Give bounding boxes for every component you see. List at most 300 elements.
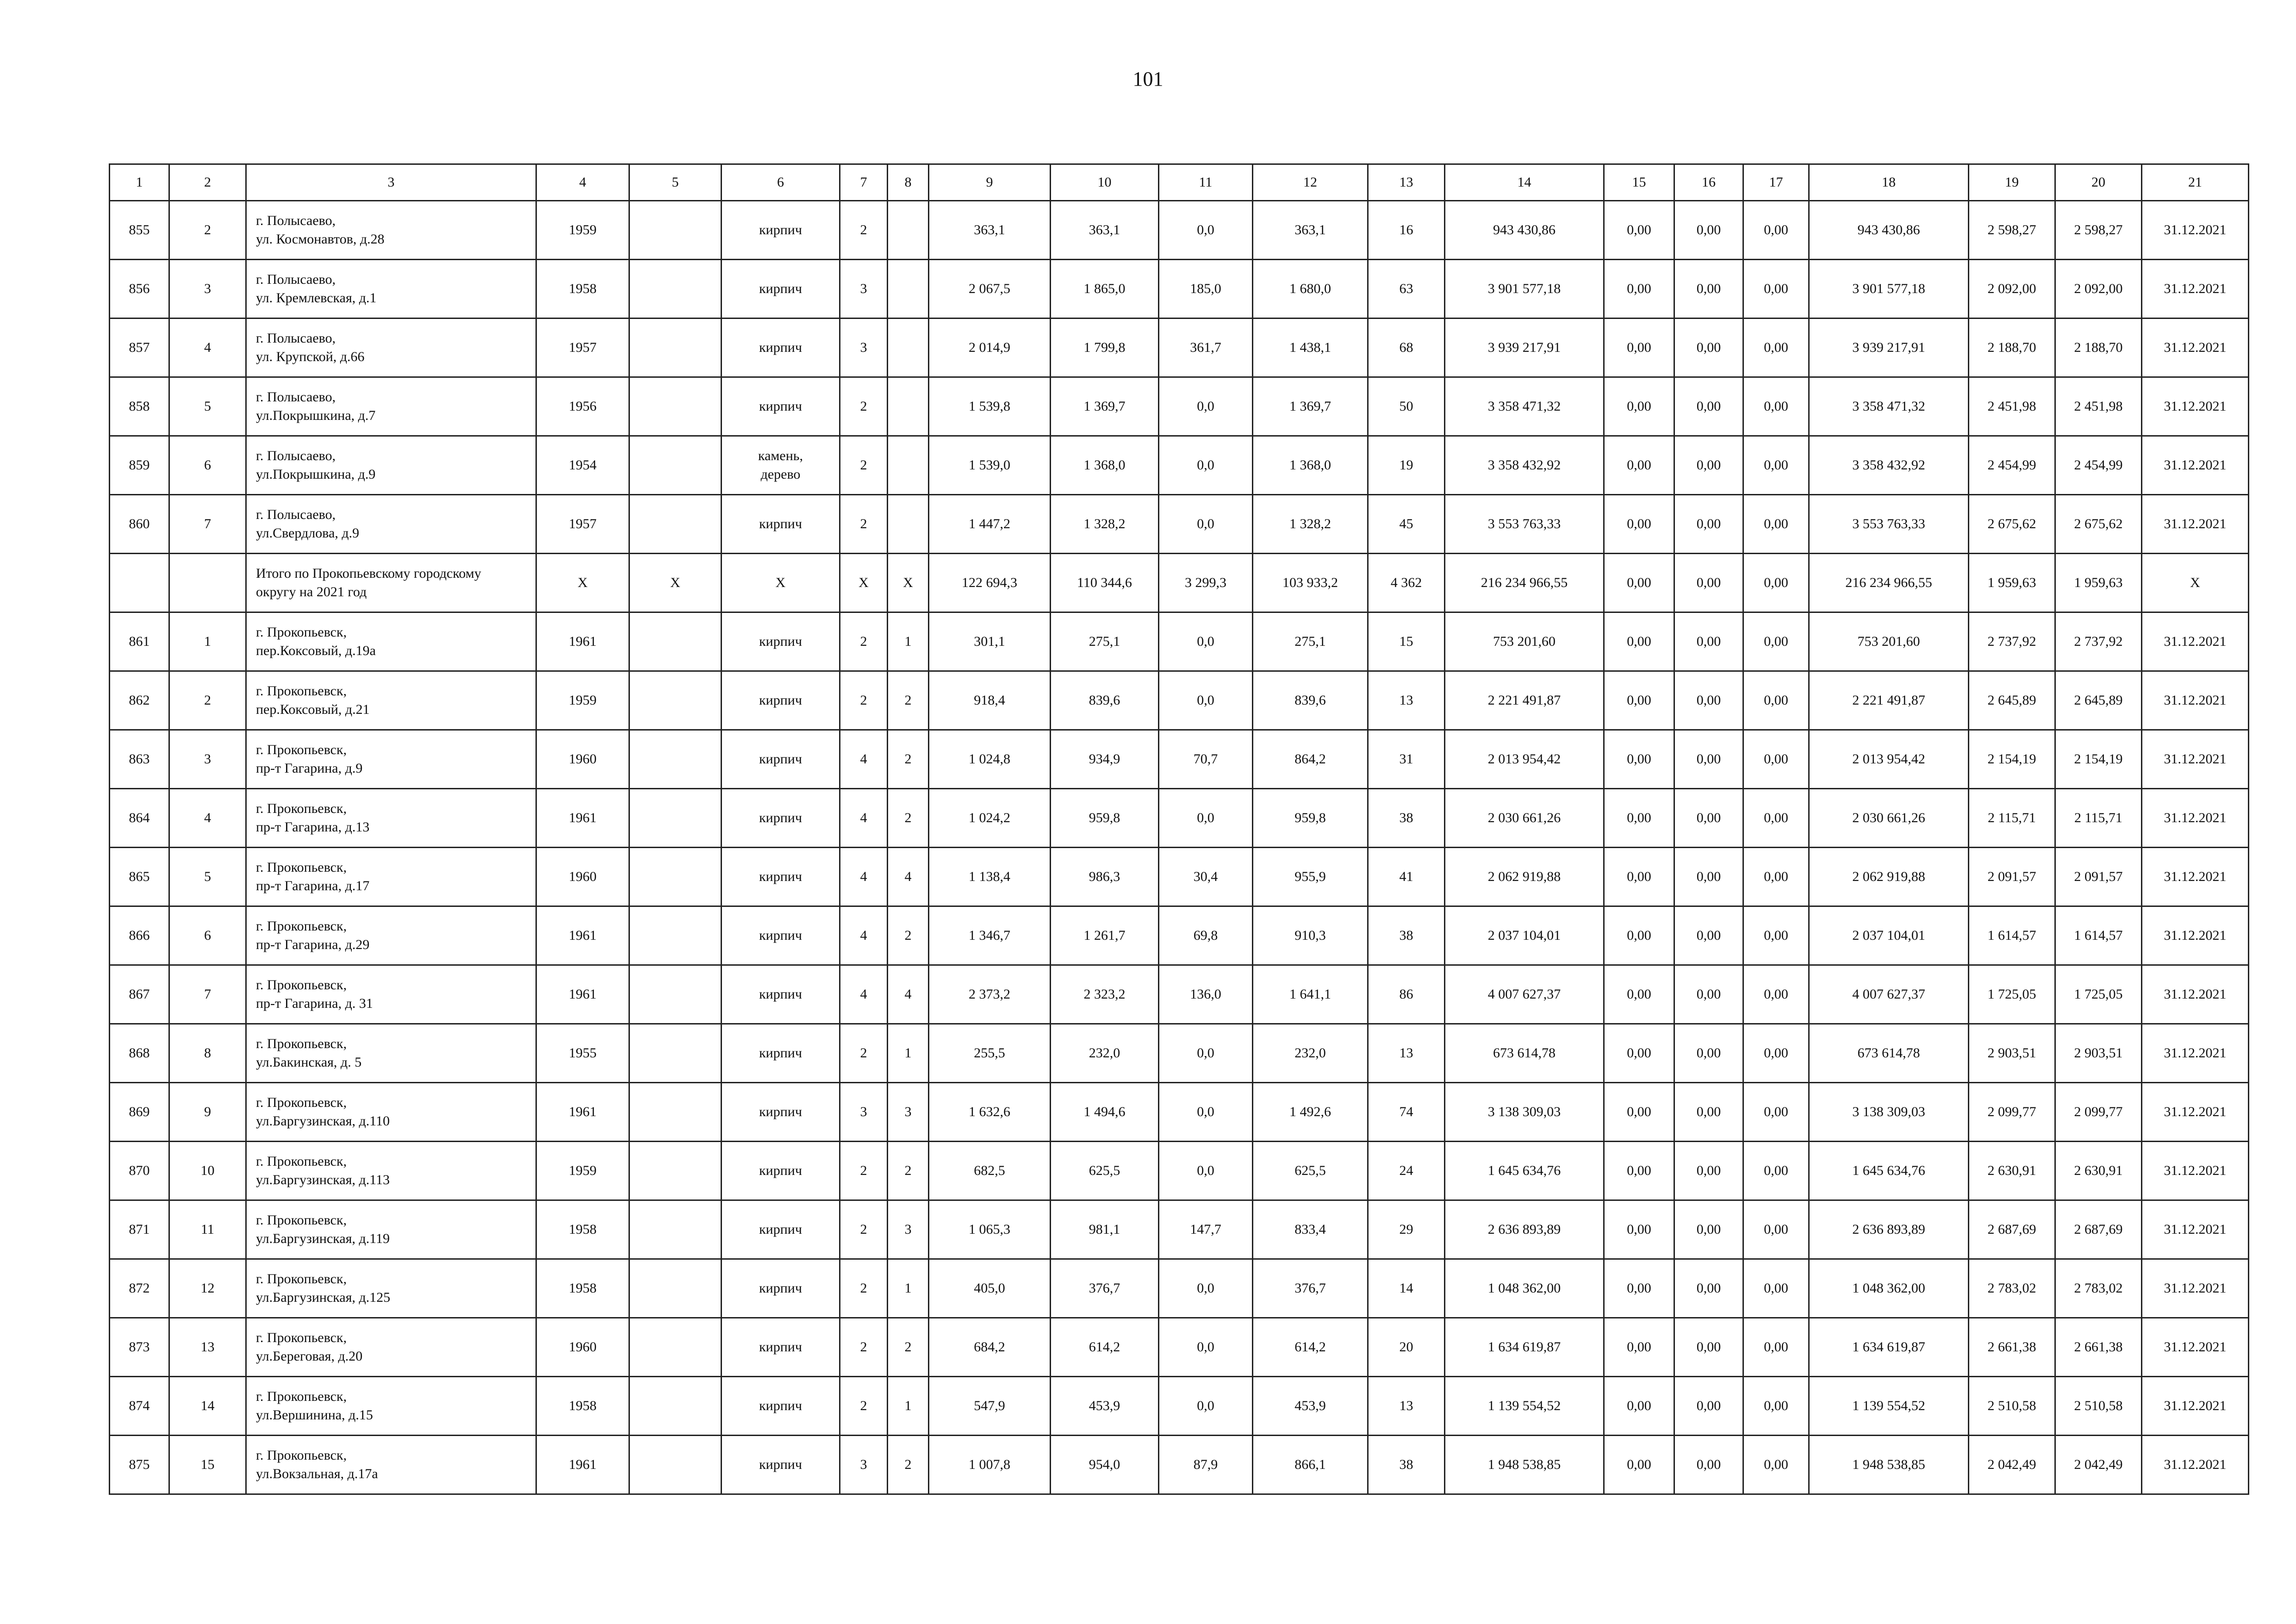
cell-col-12: 955,9 — [1253, 848, 1368, 906]
cell-col-5 — [629, 848, 722, 906]
table-row — [110, 965, 2249, 1024]
cell-col-18: 1 948 538,85 — [1809, 1436, 1969, 1494]
address-line-2: ул.Баргузинская, д.110 — [256, 1113, 390, 1129]
cell-col-18: 673 614,78 — [1809, 1024, 1969, 1083]
address-cell — [246, 671, 536, 730]
cell-col-7: 4 — [840, 848, 888, 906]
cell-col-1: 875 — [110, 1436, 169, 1494]
cell-col-14: 216 234 966,55 — [1445, 554, 1604, 612]
cell-col-8: 4 — [888, 965, 929, 1024]
cell-col-13: 13 — [1368, 1377, 1445, 1436]
cell-col-11: 185,0 — [1159, 260, 1253, 319]
cell-col-15: 0,00 — [1604, 201, 1674, 260]
cell-col-5 — [629, 377, 722, 436]
cell-col-4: 1961 — [536, 906, 629, 965]
cell-col-13: 38 — [1368, 789, 1445, 848]
cell-col-18: 216 234 966,55 — [1809, 554, 1969, 612]
cell-col-7: 3 — [840, 1436, 888, 1494]
cell-col-12: 376,7 — [1253, 1259, 1368, 1318]
cell-col-21: 31.12.2021 — [2142, 1200, 2249, 1259]
cell-col-5 — [629, 671, 722, 730]
address-line-1: г. Прокопьевск, — [256, 1154, 347, 1169]
cell-col-10: 1 799,8 — [1051, 319, 1159, 377]
cell-col-4: 1961 — [536, 965, 629, 1024]
wall-material-text: камень, — [758, 448, 803, 463]
wall-material-cell — [722, 436, 840, 495]
cell-col-8: 2 — [888, 906, 929, 965]
column-header: 5 — [629, 164, 722, 201]
cell-col-2 — [169, 554, 246, 612]
cell-col-20: 2 451,98 — [2055, 377, 2142, 436]
cell-col-19: 2 115,71 — [1969, 789, 2055, 848]
cell-col-17: 0,00 — [1743, 848, 1809, 906]
cell-col-19: 2 661,38 — [1969, 1318, 2055, 1377]
cell-col-15: 0,00 — [1604, 1377, 1674, 1436]
cell-col-4: 1960 — [536, 1318, 629, 1377]
cell-col-20: 2 687,69 — [2055, 1200, 2142, 1259]
cell-col-9: 1 007,8 — [929, 1436, 1051, 1494]
wall-material-cell — [722, 1377, 840, 1436]
cell-col-12: 1 492,6 — [1253, 1083, 1368, 1142]
cell-col-18: 3 358 432,92 — [1809, 436, 1969, 495]
table-row — [110, 612, 2249, 671]
cell-col-13: 74 — [1368, 1083, 1445, 1142]
wall-material-text: кирпич — [759, 1339, 802, 1355]
address-cell — [246, 377, 536, 436]
cell-col-1: 867 — [110, 965, 169, 1024]
cell-col-9: 2 373,2 — [929, 965, 1051, 1024]
address-line-2: пр-т Гагарина, д. 31 — [256, 996, 373, 1011]
cell-col-20: 2 783,02 — [2055, 1259, 2142, 1318]
table-row — [110, 319, 2249, 377]
cell-col-11: 0,0 — [1159, 436, 1253, 495]
cell-col-18: 753 201,60 — [1809, 612, 1969, 671]
cell-col-8: 2 — [888, 1436, 929, 1494]
cell-col-14: 2 636 893,89 — [1445, 1200, 1604, 1259]
address-line-2: пер.Коксовый, д.21 — [256, 702, 370, 717]
cell-col-12: 614,2 — [1253, 1318, 1368, 1377]
cell-col-15: 0,00 — [1604, 260, 1674, 319]
table-row — [110, 1318, 2249, 1377]
cell-col-17: 0,00 — [1743, 1142, 1809, 1200]
wall-material-text: кирпич — [759, 281, 802, 296]
cell-col-9: 1 024,2 — [929, 789, 1051, 848]
cell-col-10: 981,1 — [1051, 1200, 1159, 1259]
cell-col-7: 4 — [840, 906, 888, 965]
table-row — [110, 906, 2249, 965]
table-row — [110, 848, 2249, 906]
wall-material-cell — [722, 1436, 840, 1494]
cell-col-8: 4 — [888, 848, 929, 906]
cell-col-16: 0,00 — [1674, 1200, 1743, 1259]
address-cell — [246, 789, 536, 848]
cell-col-19: 2 099,77 — [1969, 1083, 2055, 1142]
cell-col-13: 45 — [1368, 495, 1445, 554]
cell-col-21: 31.12.2021 — [2142, 906, 2249, 965]
cell-col-1: 856 — [110, 260, 169, 319]
column-header: 9 — [929, 164, 1051, 201]
address-line-1: г. Прокопьевск, — [256, 625, 347, 640]
cell-col-20: 1 725,05 — [2055, 965, 2142, 1024]
column-header: 2 — [169, 164, 246, 201]
cell-col-8: 2 — [888, 671, 929, 730]
cell-col-19: 2 092,00 — [1969, 260, 2055, 319]
column-header: 15 — [1604, 164, 1674, 201]
cell-col-15: 0,00 — [1604, 671, 1674, 730]
wall-material-text: кирпич — [759, 1457, 802, 1472]
cell-col-16: 0,00 — [1674, 1024, 1743, 1083]
cell-col-12: 864,2 — [1253, 730, 1368, 789]
column-header: 8 — [888, 164, 929, 201]
cell-col-20: 2 042,49 — [2055, 1436, 2142, 1494]
cell-col-5 — [629, 260, 722, 319]
wall-material-text: кирпич — [759, 1163, 802, 1178]
column-header: 17 — [1743, 164, 1809, 201]
address-cell — [246, 495, 536, 554]
cell-col-15: 0,00 — [1604, 1200, 1674, 1259]
cell-col-12: 833,4 — [1253, 1200, 1368, 1259]
cell-col-10: 934,9 — [1051, 730, 1159, 789]
cell-col-12: 453,9 — [1253, 1377, 1368, 1436]
cell-col-1: 869 — [110, 1083, 169, 1142]
cell-col-16: 0,00 — [1674, 730, 1743, 789]
column-header: 11 — [1159, 164, 1253, 201]
cell-col-14: 673 614,78 — [1445, 1024, 1604, 1083]
cell-col-4: 1958 — [536, 1377, 629, 1436]
cell-col-16: 0,00 — [1674, 377, 1743, 436]
address-cell — [246, 848, 536, 906]
cell-col-19: 2 451,98 — [1969, 377, 2055, 436]
cell-col-5 — [629, 1259, 722, 1318]
address-line-1: г. Полысаево, — [256, 331, 336, 346]
cell-col-8: 3 — [888, 1200, 929, 1259]
cell-col-14: 3 138 309,03 — [1445, 1083, 1604, 1142]
cell-col-16: 0,00 — [1674, 1083, 1743, 1142]
table-row — [110, 1024, 2249, 1083]
cell-col-13: 41 — [1368, 848, 1445, 906]
table-row — [110, 436, 2249, 495]
table-row — [110, 1083, 2249, 1142]
cell-col-15: 0,00 — [1604, 436, 1674, 495]
cell-col-17: 0,00 — [1743, 1024, 1809, 1083]
table-row — [110, 1259, 2249, 1318]
cell-col-10: 839,6 — [1051, 671, 1159, 730]
cell-col-18: 2 013 954,42 — [1809, 730, 1969, 789]
cell-col-20: 2 510,58 — [2055, 1377, 2142, 1436]
cell-col-11: 0,0 — [1159, 1377, 1253, 1436]
cell-col-9: 2 014,9 — [929, 319, 1051, 377]
address-cell — [246, 1083, 536, 1142]
cell-col-5 — [629, 612, 722, 671]
cell-col-7: 2 — [840, 201, 888, 260]
cell-col-2: 5 — [169, 377, 246, 436]
cell-col-9: 2 067,5 — [929, 260, 1051, 319]
cell-col-4: 1958 — [536, 1259, 629, 1318]
cell-col-10: 1 261,7 — [1051, 906, 1159, 965]
cell-col-18: 3 358 471,32 — [1809, 377, 1969, 436]
cell-col-9: 1 065,3 — [929, 1200, 1051, 1259]
cell-col-8 — [888, 436, 929, 495]
cell-col-4: 1959 — [536, 1142, 629, 1200]
cell-col-15: 0,00 — [1604, 1259, 1674, 1318]
cell-col-7: 3 — [840, 1083, 888, 1142]
cell-col-17: 0,00 — [1743, 1377, 1809, 1436]
cell-col-16: 0,00 — [1674, 260, 1743, 319]
cell-col-11: 0,0 — [1159, 1083, 1253, 1142]
address-line-1: г. Прокопьевск, — [256, 683, 347, 699]
cell-col-5 — [629, 1200, 722, 1259]
cell-col-21: 31.12.2021 — [2142, 965, 2249, 1024]
cell-col-13: 63 — [1368, 260, 1445, 319]
cell-col-9: 682,5 — [929, 1142, 1051, 1200]
wall-material-cell — [722, 1200, 840, 1259]
cell-col-14: 3 939 217,91 — [1445, 319, 1604, 377]
cell-col-20: 2 598,27 — [2055, 201, 2142, 260]
cell-col-1: 863 — [110, 730, 169, 789]
cell-col-8: 1 — [888, 1024, 929, 1083]
cell-col-15: 0,00 — [1604, 612, 1674, 671]
cell-col-20: 2 737,92 — [2055, 612, 2142, 671]
cell-col-12: 1 369,7 — [1253, 377, 1368, 436]
address-cell — [246, 730, 536, 789]
cell-col-17: 0,00 — [1743, 436, 1809, 495]
cell-col-8: 1 — [888, 612, 929, 671]
column-header: 18 — [1809, 164, 1969, 201]
cell-col-11: 0,0 — [1159, 612, 1253, 671]
cell-col-1: 866 — [110, 906, 169, 965]
cell-col-2: 13 — [169, 1318, 246, 1377]
cell-col-12: 103 933,2 — [1253, 554, 1368, 612]
address-line-2: ул.Баргузинская, д.119 — [256, 1231, 390, 1246]
cell-col-10: 986,3 — [1051, 848, 1159, 906]
address-line-1: г. Прокопьевск, — [256, 742, 347, 757]
cell-col-9: 1 447,2 — [929, 495, 1051, 554]
cell-col-19: 2 598,27 — [1969, 201, 2055, 260]
cell-col-20: 2 188,70 — [2055, 319, 2142, 377]
address-line-2: пр-т Гагарина, д.17 — [256, 878, 370, 893]
column-header: 20 — [2055, 164, 2142, 201]
column-header: 1 — [110, 164, 169, 201]
cell-col-19: 2 783,02 — [1969, 1259, 2055, 1318]
cell-col-10: 363,1 — [1051, 201, 1159, 260]
cell-col-21: 31.12.2021 — [2142, 377, 2249, 436]
wall-material-cell — [722, 848, 840, 906]
wall-material-cell — [722, 1318, 840, 1377]
cell-col-5 — [629, 789, 722, 848]
cell-col-4: 1961 — [536, 1083, 629, 1142]
cell-col-18: 1 048 362,00 — [1809, 1259, 1969, 1318]
cell-col-18: 1 139 554,52 — [1809, 1377, 1969, 1436]
cell-col-2: 4 — [169, 789, 246, 848]
cell-col-19: 2 454,99 — [1969, 436, 2055, 495]
cell-col-21: 31.12.2021 — [2142, 671, 2249, 730]
cell-col-14: 1 139 554,52 — [1445, 1377, 1604, 1436]
cell-col-21: 31.12.2021 — [2142, 730, 2249, 789]
column-header: 14 — [1445, 164, 1604, 201]
wall-material-cell — [722, 965, 840, 1024]
wall-material-cell — [722, 377, 840, 436]
cell-col-8: 2 — [888, 1318, 929, 1377]
cell-col-9: 405,0 — [929, 1259, 1051, 1318]
table-row — [110, 1200, 2249, 1259]
wall-material-text: кирпич — [759, 516, 802, 531]
address-line-1: г. Прокопьевск, — [256, 1448, 347, 1463]
cell-col-11: 0,0 — [1159, 1024, 1253, 1083]
wall-material-cell — [722, 260, 840, 319]
cell-col-9: 255,5 — [929, 1024, 1051, 1083]
cell-col-8: 2 — [888, 730, 929, 789]
cell-col-8: 3 — [888, 1083, 929, 1142]
cell-col-13: 15 — [1368, 612, 1445, 671]
cell-col-11: 361,7 — [1159, 319, 1253, 377]
cell-col-14: 2 030 661,26 — [1445, 789, 1604, 848]
cell-col-7: 2 — [840, 1377, 888, 1436]
table-row — [110, 1377, 2249, 1436]
address-line-1: Итого по Прокопьевскому городскому — [256, 566, 481, 581]
cell-col-2: 10 — [169, 1142, 246, 1200]
cell-col-18: 3 901 577,18 — [1809, 260, 1969, 319]
cell-col-2: 8 — [169, 1024, 246, 1083]
cell-col-4: 1957 — [536, 495, 629, 554]
cell-col-20: 2 092,00 — [2055, 260, 2142, 319]
cell-col-12: 866,1 — [1253, 1436, 1368, 1494]
cell-col-8 — [888, 319, 929, 377]
cell-col-15: 0,00 — [1604, 554, 1674, 612]
cell-col-5: Х — [629, 554, 722, 612]
address-line-2: ул.Береговая, д.20 — [256, 1349, 363, 1364]
wall-material-cell — [722, 671, 840, 730]
cell-col-17: 0,00 — [1743, 1083, 1809, 1142]
cell-col-1: 865 — [110, 848, 169, 906]
cell-col-7: 2 — [840, 612, 888, 671]
wall-material-cell — [722, 1083, 840, 1142]
cell-col-18: 1 645 634,76 — [1809, 1142, 1969, 1200]
cell-col-21: 31.12.2021 — [2142, 436, 2249, 495]
cell-col-14: 2 037 104,01 — [1445, 906, 1604, 965]
cell-col-15: 0,00 — [1604, 906, 1674, 965]
cell-col-18: 2 030 661,26 — [1809, 789, 1969, 848]
cell-col-7: 2 — [840, 1200, 888, 1259]
cell-col-8: 2 — [888, 1142, 929, 1200]
cell-col-20: 2 154,19 — [2055, 730, 2142, 789]
cell-col-18: 4 007 627,37 — [1809, 965, 1969, 1024]
cell-col-19: 2 903,51 — [1969, 1024, 2055, 1083]
table-row — [110, 377, 2249, 436]
cell-col-9: 363,1 — [929, 201, 1051, 260]
cell-col-14: 2 221 491,87 — [1445, 671, 1604, 730]
column-header: 3 — [246, 164, 536, 201]
cell-col-2: 1 — [169, 612, 246, 671]
wall-material-text: кирпич — [759, 1280, 802, 1296]
cell-col-2: 2 — [169, 671, 246, 730]
cell-col-11: 87,9 — [1159, 1436, 1253, 1494]
cell-col-1: 871 — [110, 1200, 169, 1259]
cell-col-13: 14 — [1368, 1259, 1445, 1318]
cell-col-18: 1 634 619,87 — [1809, 1318, 1969, 1377]
address-line-2: ул.Вершинина, д.15 — [256, 1407, 373, 1423]
cell-col-13: 38 — [1368, 1436, 1445, 1494]
wall-material-text: кирпич — [759, 1045, 802, 1061]
cell-col-16: 0,00 — [1674, 612, 1743, 671]
cell-col-4: 1961 — [536, 612, 629, 671]
cell-col-12: 1 438,1 — [1253, 319, 1368, 377]
cell-col-2: 4 — [169, 319, 246, 377]
cell-col-9: 1 539,0 — [929, 436, 1051, 495]
table-row — [110, 671, 2249, 730]
cell-col-10: 453,9 — [1051, 1377, 1159, 1436]
cell-col-5 — [629, 1142, 722, 1200]
wall-material-text: кирпич — [759, 1398, 802, 1413]
cell-col-10: 232,0 — [1051, 1024, 1159, 1083]
cell-col-13: 13 — [1368, 671, 1445, 730]
cell-col-14: 1 645 634,76 — [1445, 1142, 1604, 1200]
cell-col-15: 0,00 — [1604, 377, 1674, 436]
cell-col-9: 918,4 — [929, 671, 1051, 730]
cell-col-15: 0,00 — [1604, 1318, 1674, 1377]
address-line-2: округу на 2021 год — [256, 584, 367, 600]
total-row — [110, 554, 2249, 612]
cell-col-10: 110 344,6 — [1051, 554, 1159, 612]
header-row — [110, 164, 2249, 201]
cell-col-12: 232,0 — [1253, 1024, 1368, 1083]
cell-col-17: 0,00 — [1743, 260, 1809, 319]
cell-col-19: 2 154,19 — [1969, 730, 2055, 789]
address-line-1: г. Полысаево, — [256, 213, 336, 228]
cell-col-12: 1 328,2 — [1253, 495, 1368, 554]
cell-col-19: 2 042,49 — [1969, 1436, 2055, 1494]
cell-col-8: 1 — [888, 1259, 929, 1318]
cell-col-21: 31.12.2021 — [2142, 1083, 2249, 1142]
cell-col-1: 872 — [110, 1259, 169, 1318]
cell-col-4: Х — [536, 554, 629, 612]
cell-col-11: 0,0 — [1159, 377, 1253, 436]
address-cell — [246, 965, 536, 1024]
cell-col-16: 0,00 — [1674, 319, 1743, 377]
address-line-2: ул.Покрышкина, д.7 — [256, 408, 376, 423]
cell-col-15: 0,00 — [1604, 965, 1674, 1024]
address-line-1: г. Прокопьевск, — [256, 1389, 347, 1404]
cell-col-20: 2 630,91 — [2055, 1142, 2142, 1200]
cell-col-9: 547,9 — [929, 1377, 1051, 1436]
cell-col-11: 147,7 — [1159, 1200, 1253, 1259]
address-cell — [246, 1436, 536, 1494]
address-line-1: г. Полысаево, — [256, 272, 336, 287]
address-cell — [246, 260, 536, 319]
column-header: 4 — [536, 164, 629, 201]
column-header: 16 — [1674, 164, 1743, 201]
address-cell — [246, 436, 536, 495]
wall-material-text: кирпич — [759, 693, 802, 708]
cell-col-10: 625,5 — [1051, 1142, 1159, 1200]
cell-col-2: 9 — [169, 1083, 246, 1142]
cell-col-4: 1954 — [536, 436, 629, 495]
cell-col-7: 2 — [840, 1318, 888, 1377]
wall-material-text: кирпич — [759, 1104, 802, 1119]
address-cell — [246, 1142, 536, 1200]
wall-material-text: кирпич — [759, 928, 802, 943]
cell-col-14: 753 201,60 — [1445, 612, 1604, 671]
address-line-1: г. Полысаево, — [256, 389, 336, 405]
cell-col-9: 1 024,8 — [929, 730, 1051, 789]
column-header: 7 — [840, 164, 888, 201]
cell-col-18: 2 037 104,01 — [1809, 906, 1969, 965]
cell-col-17: 0,00 — [1743, 1436, 1809, 1494]
cell-col-2: 12 — [169, 1259, 246, 1318]
cell-col-7: 3 — [840, 319, 888, 377]
cell-col-2: 6 — [169, 436, 246, 495]
cell-col-17: 0,00 — [1743, 377, 1809, 436]
cell-col-4: 1959 — [536, 201, 629, 260]
